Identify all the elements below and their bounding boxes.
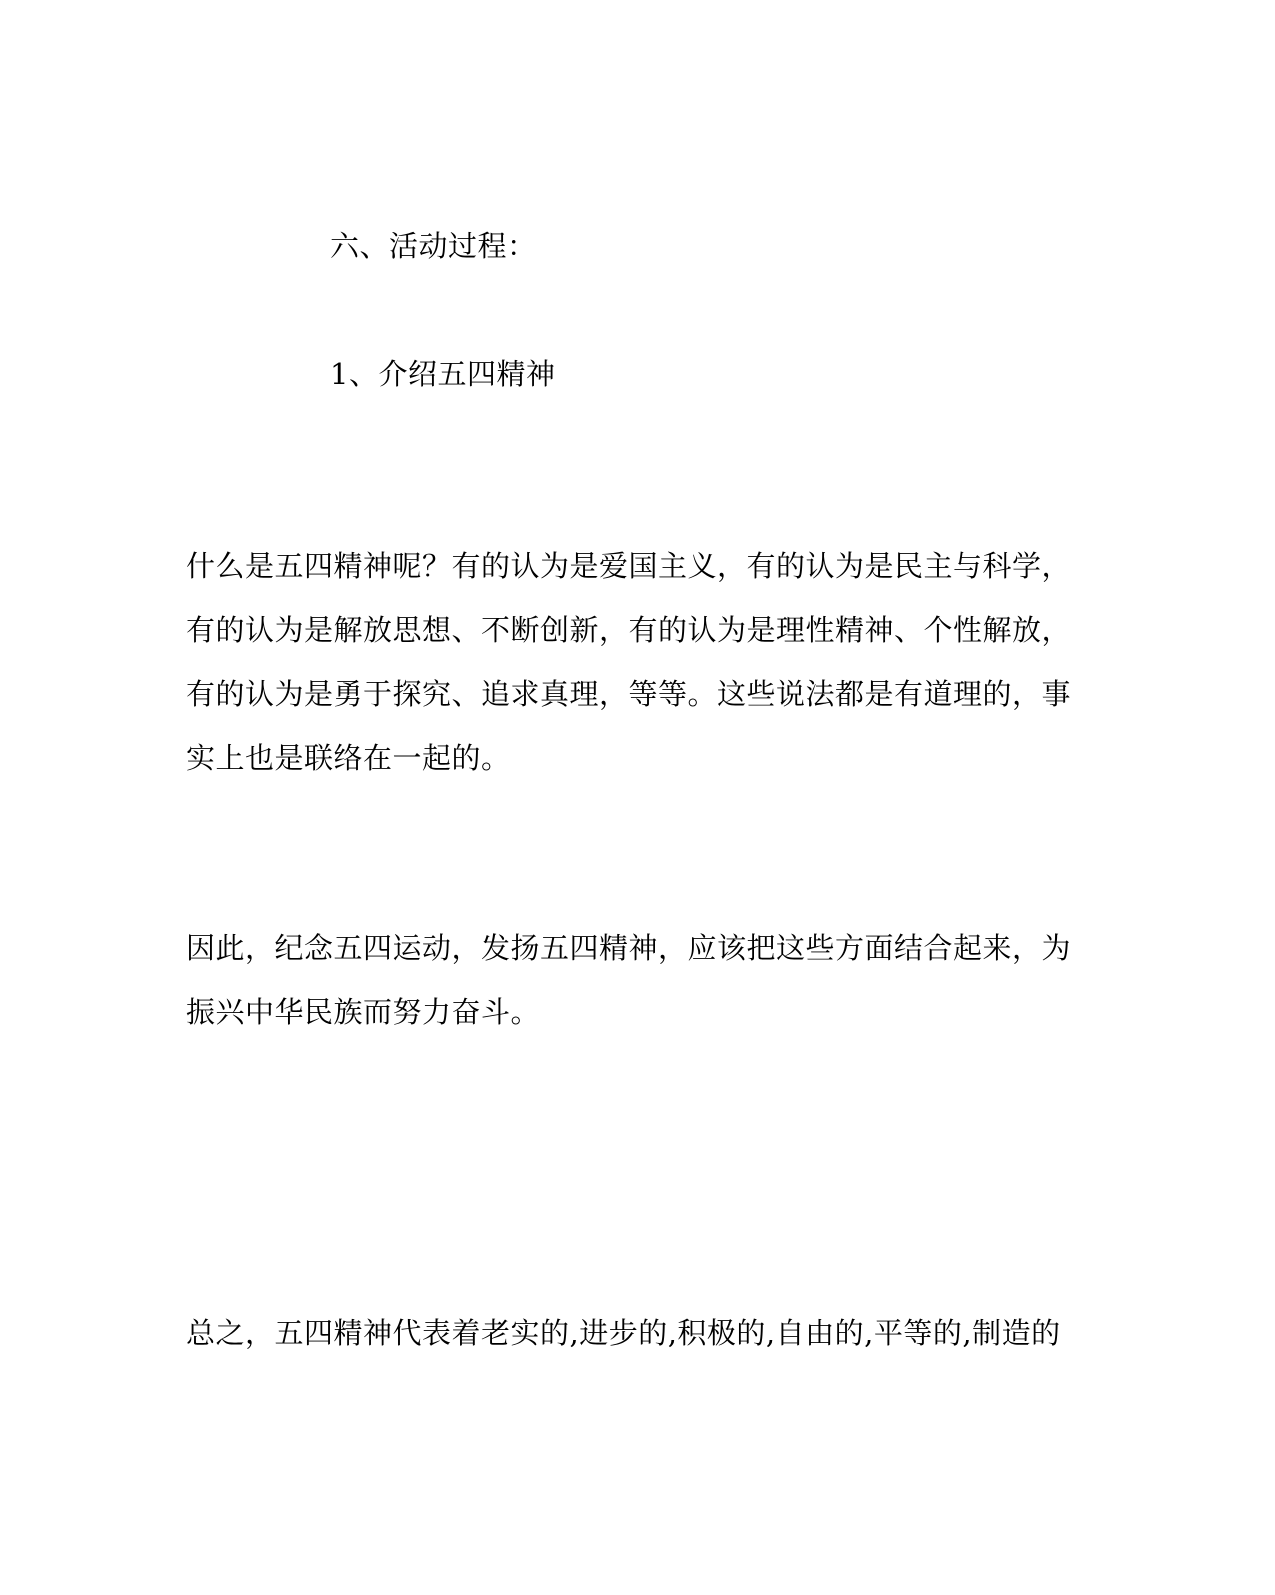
subheading: 1、介绍五四精神 (330, 357, 556, 391)
paragraph-line: 实上也是联络在一起的。 (186, 741, 511, 775)
paragraph-line: 总之，五四精神代表着老实的,进步的,积极的,自由的,平等的,制造的 (186, 1316, 1061, 1350)
paragraph-line: 因此，纪念五四运动，发扬五四精神，应该把这些方面结合起来，为 (186, 931, 1072, 965)
paragraph-line: 振兴中华民族而努力奋斗。 (186, 995, 541, 1029)
paragraph-line: 有的认为是勇于探究、追求真理，等等。这些说法都是有道理的，事 (186, 677, 1072, 711)
paragraph-line: 什么是五四精神呢？有的认为是爱国主义，有的认为是民主与科学， (186, 549, 1072, 583)
paragraph-line: 有的认为是解放思想、不断创新，有的认为是理性精神、个性解放， (186, 613, 1072, 647)
section-heading: 六、活动过程： (330, 229, 537, 263)
